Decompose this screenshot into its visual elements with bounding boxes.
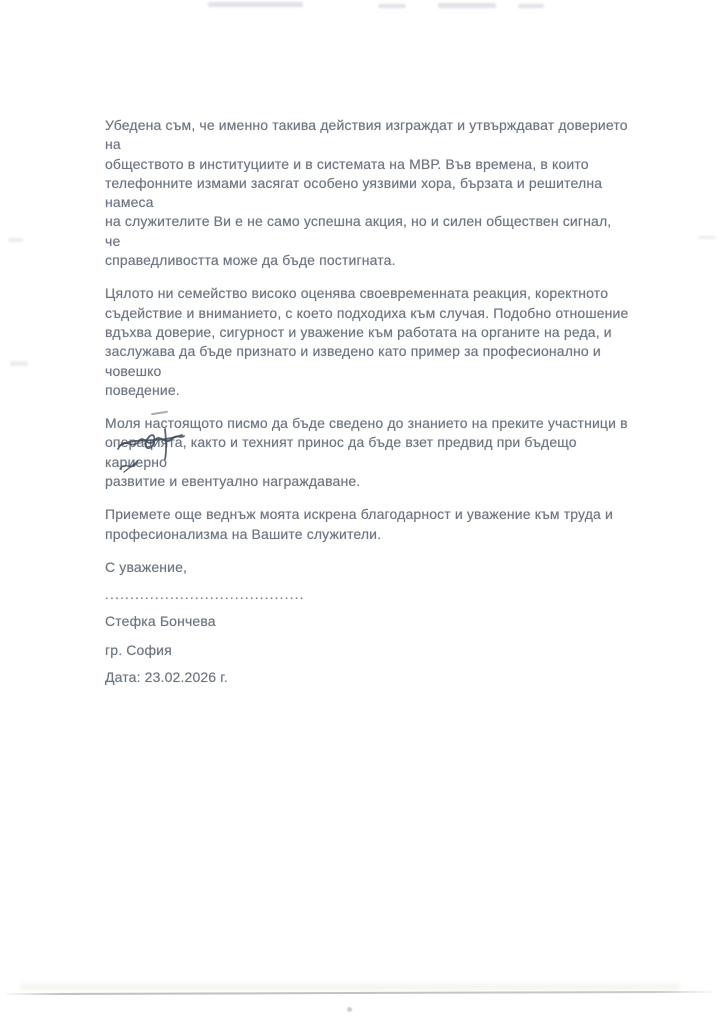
scan-speck (347, 1007, 352, 1012)
scan-artifact-top (378, 4, 406, 8)
paragraph-line: Моля настоящото писмо да бъде сведено до знанието на преките участници в (105, 415, 628, 432)
scan-artifact-bottom-shadow (20, 984, 680, 990)
scan-artifact-right (698, 236, 716, 239)
paragraph-line: на служителите Ви е не само успешна акция, но и силен обществен сигнал, че (105, 213, 612, 249)
scan-artifact-top (208, 2, 303, 7)
scan-artifact-top (438, 3, 496, 8)
paragraph-line: съдействие и вниманието, с което подходиха към случая. Подобно отношение (105, 304, 629, 321)
paragraph-line: развитие и евентуално награждаване. (105, 473, 361, 490)
paragraph-line: справедливостта може да бъде постигната. (105, 252, 396, 269)
paragraph-line: обществото в институциите и в системата на МВР. Във времена, в които (105, 155, 589, 172)
page-bottom-edge (6, 991, 712, 995)
paragraph-line: Цялото ни семейство високо оценява своевременната реакция, коректното (105, 285, 609, 302)
paragraph-line: операцията, както и техният принос да бъде взет предвид при бъдещо кариерно (105, 434, 577, 470)
scan-artifact-left (10, 361, 28, 366)
letter-date: Дата: 23.02.2026 г. (105, 669, 228, 686)
paragraph-line: телефонните измами засягат особено уязвими хора, бързата и решителна намеса (105, 174, 603, 211)
signature-dotted-line: ........................................ (105, 586, 305, 603)
paragraph-line: Приемете още веднъж моята искрена благодарност и уважение към труда и (105, 506, 613, 523)
paragraph-line: вдъхва доверие, сигурност и уважение към работата на органите на реда, и (105, 323, 612, 340)
scan-artifact-top (518, 4, 544, 8)
letter-body (105, 92, 630, 687)
signer-city: гр. София (105, 641, 172, 658)
signer-name: Стефка Бончева (105, 612, 216, 629)
closing-salutation: С уважение, (105, 558, 188, 575)
paragraph-line: поведение. (105, 381, 180, 398)
paragraph-line: професионализма на Вашите служители. (105, 525, 382, 542)
paragraph-line: Убедена съм, че именно такива действия изграждат и утвърждават доверието на (105, 117, 628, 153)
scan-artifact-left (8, 238, 23, 242)
paragraph-line: заслужава да бъде признато и изведено като пример за професионално и човешко (105, 343, 601, 379)
